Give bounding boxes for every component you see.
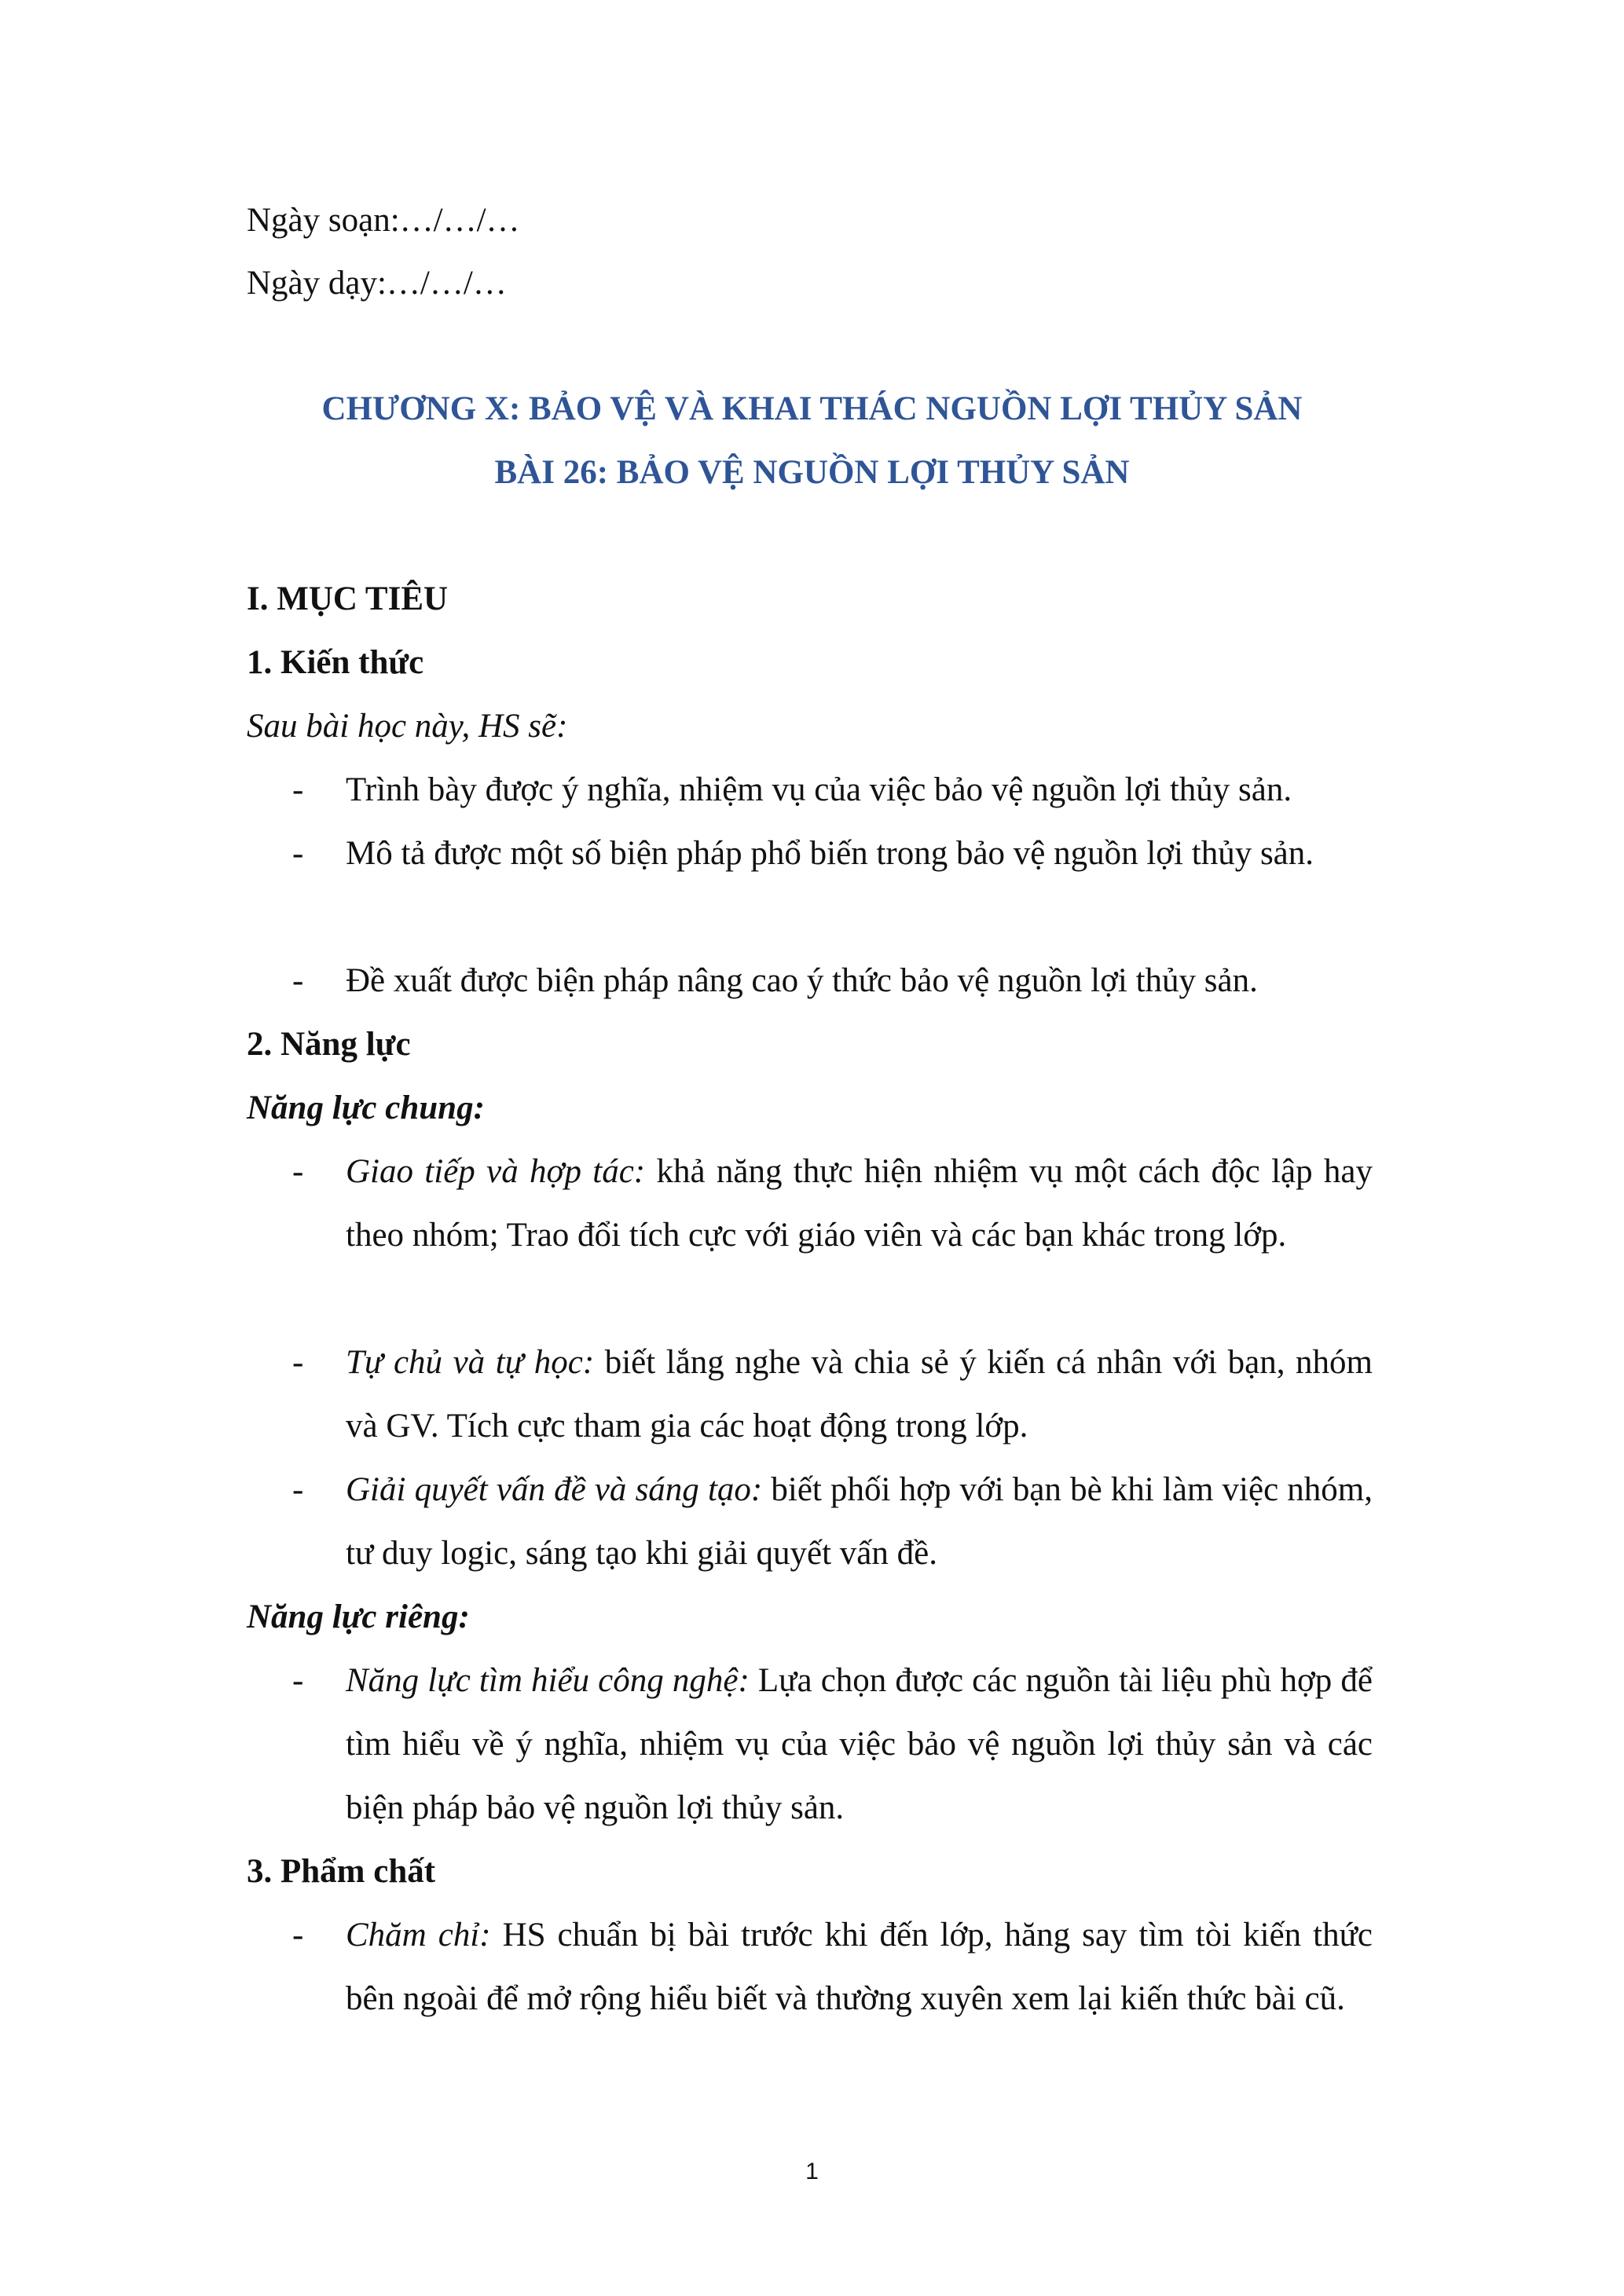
knowledge-heading: 1. Kiến thức <box>247 644 424 681</box>
list-item-text <box>346 1458 1373 1585</box>
section-objectives-heading: I. MỤC TIÊU <box>247 580 449 617</box>
item-body: Lựa chọn được các nguồn tài liệu phù hợp để tìm hiểu về ý nghĩa, nhiệm vụ của việc bảo vệ nguồn lợi thủy sản và các biện pháp bảo vệ nguồn lợi thủy sản. <box>346 1662 1373 1826</box>
qualities-heading: 3. Phẩm chất <box>247 1853 436 1890</box>
list-item <box>292 1903 1373 2031</box>
page-number: 1 <box>805 2159 819 2184</box>
list-item <box>292 758 1373 822</box>
list-dash: - <box>292 1344 304 1381</box>
list-item <box>292 949 1373 1013</box>
item-lead: Tự chủ và tự học: <box>346 1344 595 1381</box>
list-item <box>292 1140 1373 1267</box>
competence-heading: 2. Năng lực <box>247 1026 411 1063</box>
item-body: khả năng thực hiện nhiệm vụ một cách độc lập hay theo nhóm; Trao đổi tích cực với giáo viên và các bạn khác trong lớp. <box>346 1153 1373 1254</box>
list-dash: - <box>292 1917 304 1954</box>
list-item-text <box>346 1649 1373 1840</box>
list-item-text: Đề xuất được biện pháp nâng cao ý thức bảo vệ nguồn lợi thủy sản. <box>346 962 1258 999</box>
item-lead: Chăm chỉ: <box>346 1917 491 1954</box>
chapter-title: CHƯƠNG X: BẢO VỆ VÀ KHAI THÁC NGUỒN LỢI THỦY SẢN <box>321 390 1303 427</box>
general-competence-heading: Năng lực chung: <box>247 1089 485 1126</box>
specific-competence-heading: Năng lực riêng: <box>247 1598 470 1635</box>
item-lead: Năng lực tìm hiểu công nghệ: <box>346 1662 750 1699</box>
item-body: HS chuẩn bị bài trước khi đến lớp, hăng say tìm tòi kiến thức bên ngoài để mở rộng hiểu biết và thường xuyên xem lại kiến thức bài cũ. <box>346 1917 1373 2017</box>
list-item-text: Trình bày được ý nghĩa, nhiệm vụ của việc bảo vệ nguồn lợi thủy sản. <box>346 771 1292 808</box>
list-item <box>292 822 1373 885</box>
list-dash: - <box>292 1662 304 1699</box>
date-taught: Ngày dạy:…/…/… <box>247 265 507 302</box>
list-item <box>292 1458 1373 1585</box>
list-item-text <box>346 1331 1373 1458</box>
list-item-text <box>346 1140 1373 1267</box>
list-dash: - <box>292 1471 304 1508</box>
list-item-text <box>346 1903 1373 2031</box>
list-dash: - <box>292 771 304 808</box>
item-body: biết lắng nghe và chia sẻ ý kiến cá nhân với bạn, nhóm và GV. Tích cực tham gia các hoạt động trong lớp. <box>346 1344 1373 1445</box>
date-prepared: Ngày soạn:…/…/… <box>247 202 520 239</box>
list-dash: - <box>292 835 304 872</box>
item-body: biết phối hợp với bạn bè khi làm việc nhóm, tư duy logic, sáng tạo khi giải quyết vấn đề. <box>346 1471 1373 1572</box>
list-dash: - <box>292 1153 304 1190</box>
lesson-title: BÀI 26: BẢO VỆ NGUỒN LỢI THỦY SẢN <box>494 454 1130 491</box>
list-dash: - <box>292 962 304 999</box>
item-lead: Giao tiếp và hợp tác: <box>346 1153 646 1190</box>
list-item <box>292 1649 1373 1840</box>
knowledge-intro: Sau bài học này, HS sẽ: <box>247 708 568 745</box>
list-item-text: Mô tả được một số biện pháp phổ biến trong bảo vệ nguồn lợi thủy sản. <box>346 835 1314 872</box>
item-lead: Giải quyết vấn đề và sáng tạo: <box>346 1471 763 1508</box>
list-item <box>292 1331 1373 1458</box>
